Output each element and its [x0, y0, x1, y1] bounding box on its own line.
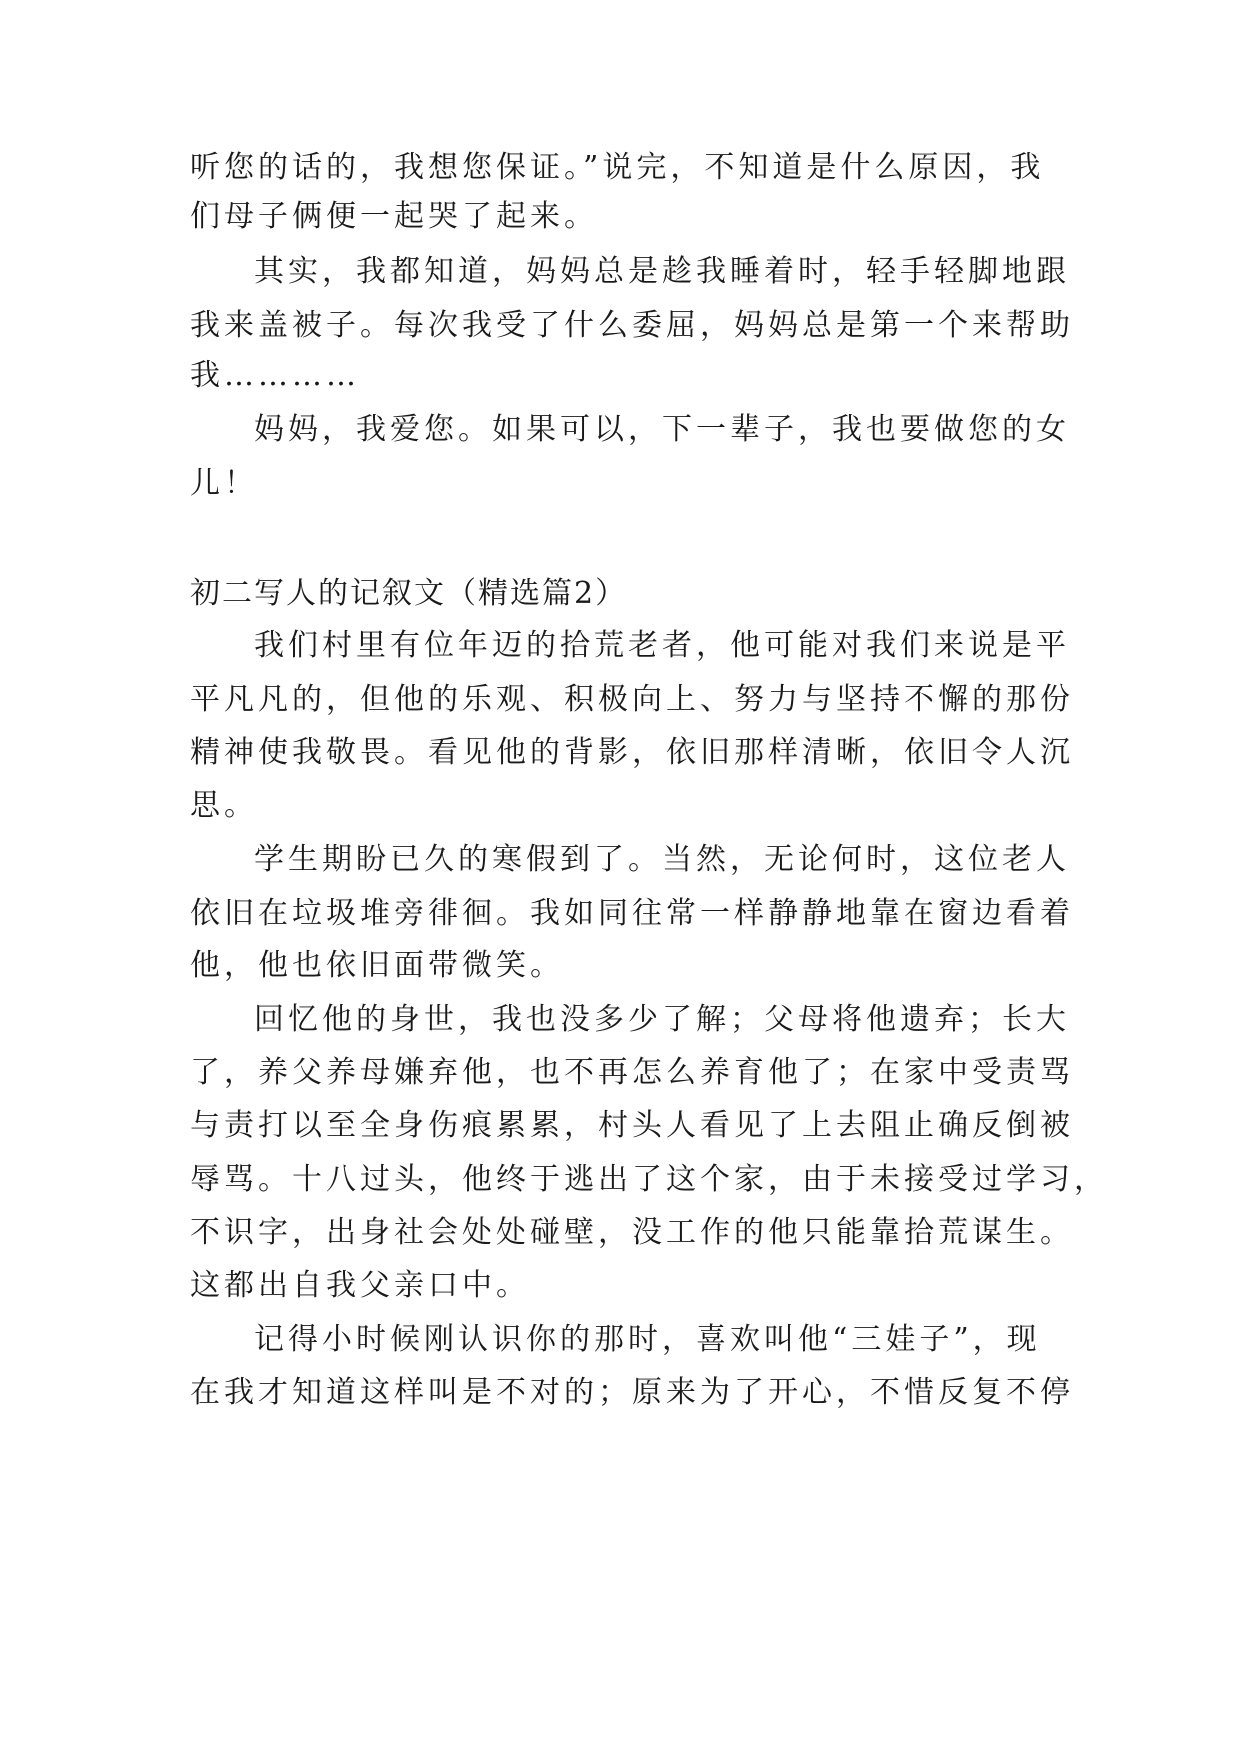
paragraph-line: 了，养父养母嫌弃他，也不再怎么养育他了；在家中受责骂 [190, 1055, 1074, 1090]
paragraph-line: 我们村里有位年迈的拾荒老者，他可能对我们来说是平 [254, 628, 1070, 663]
paragraph-line: 我………… [190, 358, 360, 393]
paragraph-line: 平凡凡的，但他的乐观、积极向上、努力与坚持不懈的那份 [190, 682, 1074, 717]
paragraph-line: 精神使我敬畏。看见他的背影，依旧那样清晰，依旧令人沉 [190, 735, 1074, 770]
paragraph-line: 辱骂。十八过头，他终于逃出了这个家，由于未接受过学习， [190, 1162, 1108, 1197]
paragraph-line: 不识字，出身社会处处碰壁，没工作的他只能靠拾荒谋生。 [190, 1215, 1074, 1250]
paragraph-line: 他，他也依旧面带微笑。 [190, 948, 564, 983]
paragraph-line: 这都出自我父亲口中。 [190, 1268, 530, 1303]
section-title: 初二写人的记叙文（精选篇2） [190, 576, 628, 611]
paragraph-line: 我来盖被子。每次我受了什么委屈，妈妈总是第一个来帮助 [190, 308, 1074, 343]
paragraph-line: 记得小时候刚认识你的那时，喜欢叫他“三娃子”，现 [254, 1322, 1041, 1357]
paragraph-line: 学生期盼已久的寒假到了。当然，无论何时，这位老人 [254, 842, 1070, 877]
paragraph-line: 听您的话的，我想您保证。”说完，不知道是什么原因，我 [190, 150, 1045, 185]
paragraph-line: 们母子俩便一起哭了起来。 [190, 199, 598, 234]
paragraph-line: 在我才知道这样叫是不对的；原来为了开心，不惜反复不停 [190, 1375, 1074, 1410]
paragraph-line: 思。 [190, 788, 258, 823]
paragraph-line: 依旧在垃圾堆旁徘徊。我如同往常一样静静地靠在窗边看着 [190, 896, 1074, 931]
paragraph-line: 与责打以至全身伤痕累累，村头人看见了上去阻止确反倒被 [190, 1108, 1074, 1143]
paragraph-line: 回忆他的身世，我也没多少了解；父母将他遗弃；长大 [254, 1002, 1070, 1037]
paragraph-line: 儿！ [190, 466, 258, 501]
paragraph-line: 妈妈，我爱您。如果可以，下一辈子，我也要做您的女 [254, 412, 1070, 447]
paragraph-line: 其实，我都知道，妈妈总是趁我睡着时，轻手轻脚地跟 [254, 254, 1070, 289]
